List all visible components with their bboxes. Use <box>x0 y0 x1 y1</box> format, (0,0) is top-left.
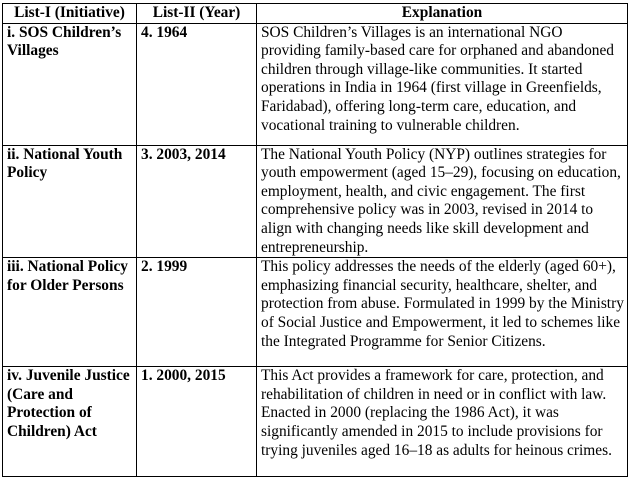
initiative-cell: iv. Juvenile Justice (Care and Protection of Children) Act <box>3 367 137 477</box>
initiative-cell: iii. National Policy for Older Persons <box>3 258 137 367</box>
header-initiative: List-I (Initiative) <box>3 4 137 24</box>
matching-table <box>2 3 628 477</box>
year-cell: 1. 2000, 2015 <box>137 367 257 477</box>
table-row <box>3 23 628 145</box>
initiative-cell: ii. National Youth Policy <box>3 145 137 258</box>
explanation-cell: This Act provides a framework for care, protection, and rehabilitation of children in need or in conflict with law. Enacted in 2000 (replacing the 1986 Act), it was significantly amended in 2015 to include provisions for trying juveniles aged 16–18 as adults for heinous crimes. <box>257 367 628 477</box>
initiative-cell: i. SOS Children’s Villages <box>3 23 137 145</box>
table-row <box>3 367 628 477</box>
year-cell: 2. 1999 <box>137 258 257 367</box>
explanation-cell: This policy addresses the needs of the elderly (aged 60+), emphasizing financial security, healthcare, shelter, and protection from abuse. Formulated in 1999 by the Ministry of Social Justice and Empowerment, it led to schemes like the Integrated Programme for Senior Citizens. <box>257 258 628 367</box>
year-cell: 4. 1964 <box>137 23 257 145</box>
table-row <box>3 145 628 258</box>
explanation-cell: The National Youth Policy (NYP) outlines strategies for youth empowerment (aged 15–29), focusing on education, employment, health, and civic engagement. The first comprehensive policy was in 2003, revised in 2014 to align with changing needs like skill development and entrepreneurship. <box>257 145 628 258</box>
table-row <box>3 258 628 367</box>
header-row <box>3 4 628 24</box>
header-explanation: Explanation <box>257 4 628 24</box>
explanation-cell: SOS Children’s Villages is an international NGO providing family-based care for orphaned and abandoned children through village-like communities. It started operations in India in 1964 (first village in Greenfields, Faridabad), offering long-term care, education, and vocational training to vulnerable children. <box>257 23 628 145</box>
header-year: List-II (Year) <box>137 4 257 24</box>
year-cell: 3. 2003, 2014 <box>137 145 257 258</box>
